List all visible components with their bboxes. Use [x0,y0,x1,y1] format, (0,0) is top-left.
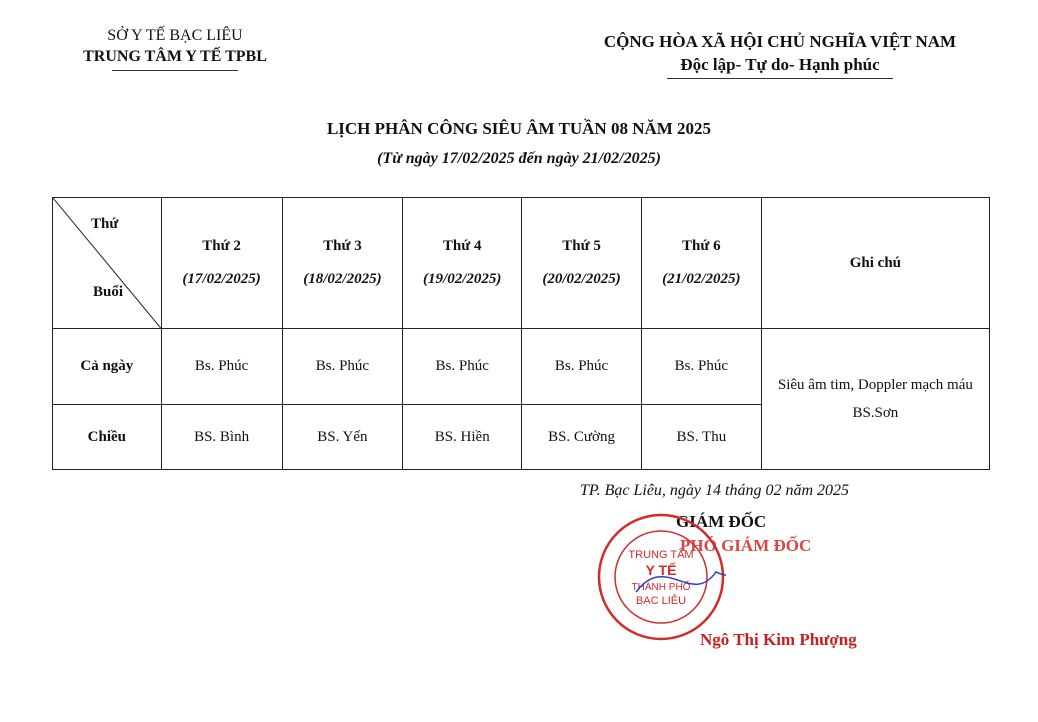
day-header [522,198,642,329]
table-cell: Bs. Phúc [641,329,761,405]
document-subtitle: (Từ ngày 17/02/2025 đến ngày 21/02/2025) [377,150,661,167]
corner-cell [53,198,162,329]
table-cell: BS. Bình [161,405,282,470]
corner-top-label: Thứ [91,216,119,232]
row-label: Cả ngày [53,329,162,405]
day-header [282,198,403,329]
day-name: Thứ 4 [442,238,482,254]
country-name: CỘNG HÒA XÃ HỘI CHỦ NGHĨA VIỆT NAM [603,32,957,51]
table-cell: Bs. Phúc [522,329,642,405]
row-label: Chiều [53,405,162,470]
note-line: Siêu âm tim, Doppler mạch máu [777,377,973,393]
table-cell: Bs. Phúc [403,329,522,405]
day-name: Thứ 3 [323,238,362,254]
table-cell: BS. Yến [282,405,403,470]
day-date: (17/02/2025) [182,271,261,287]
day-date: (18/02/2025) [303,271,382,287]
document-title: LỊCH PHÂN CÔNG SIÊU ÂM TUẦN 08 NĂM 2025 [326,119,712,138]
stamp-line: TRUNG TÂM [628,549,694,561]
day-date: (20/02/2025) [542,271,621,287]
day-header [403,198,522,329]
stamp-line: Y TẾ [645,562,677,578]
corner-bottom-label: Buổi [93,284,124,300]
day-name: Thứ 2 [202,238,241,254]
day-name: Thứ 6 [682,238,721,254]
schedule-table [52,197,990,470]
table-cell: BS. Hiền [403,405,522,470]
signer-name: Ngô Thị Kim Phượng [700,630,857,649]
issue-date: TP. Bạc Liêu, ngày 14 tháng 02 năm 2025 [580,482,850,499]
note-header: Ghi chú [761,198,989,329]
table-row [53,329,990,405]
deputy-title: PHÓ GIÁM ĐỐC [680,536,812,555]
national-header [560,30,1000,79]
note-line: BS.Sơn [852,405,899,421]
table-cell: Bs. Phúc [161,329,282,405]
official-stamp [596,512,726,642]
table-cell: BS. Thu [641,405,761,470]
note-cell [761,329,989,470]
day-header [161,198,282,329]
day-date: (19/02/2025) [423,271,502,287]
table-cell: Bs. Phúc [282,329,403,405]
org-header [40,25,310,71]
org-parent: SỞ Y TẾ BẠC LIÊU [107,27,243,44]
stamp-line: THÀNH PHỐ [631,582,691,593]
org-name: TRUNG TÂM Y TẾ TPBL [83,48,267,65]
org-underline [112,70,238,71]
day-name: Thứ 5 [562,238,601,254]
director-title: GIÁM ĐỐC [676,512,767,531]
table-header-row [53,198,990,329]
stamp-line: BẠC LIÊU [635,595,687,607]
motto-underline [667,78,893,79]
day-header [641,198,761,329]
motto: Độc lập- Tự do- Hạnh phúc [680,55,880,74]
table-cell: BS. Cường [522,405,642,470]
day-date: (21/02/2025) [662,271,741,287]
